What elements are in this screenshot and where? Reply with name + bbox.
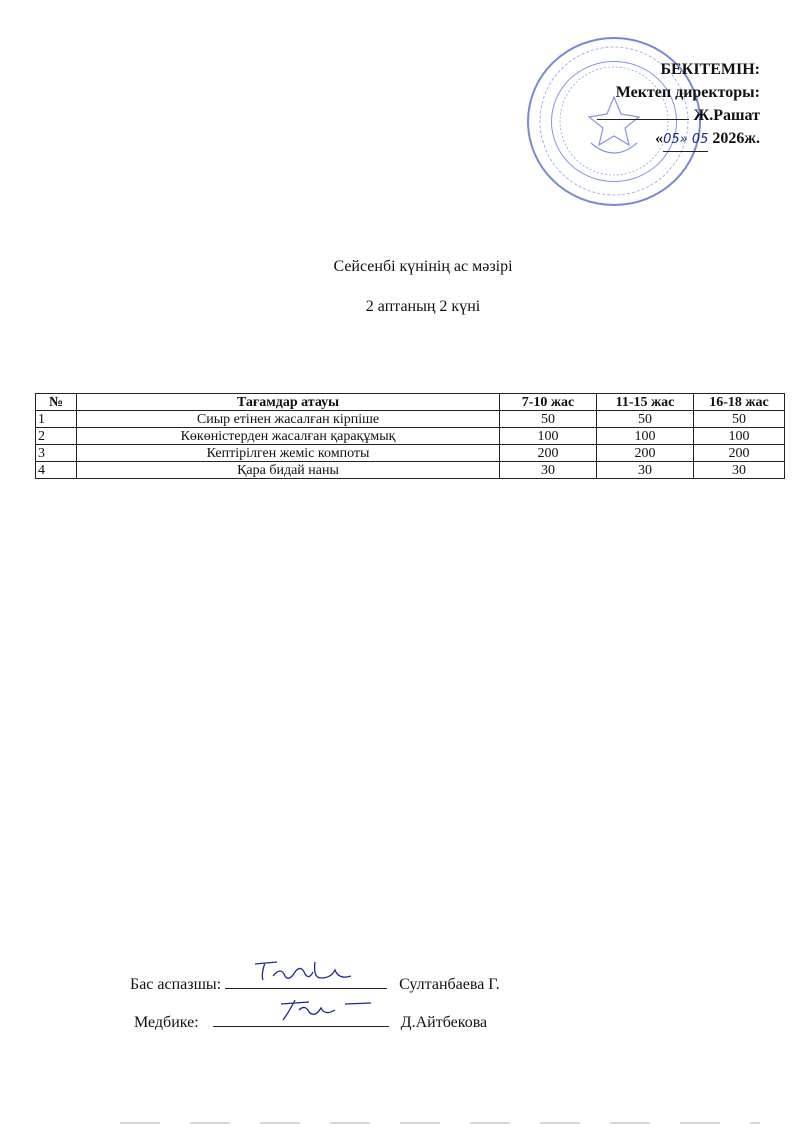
nurse-signature-icon	[275, 996, 385, 1022]
nurse-signature-line	[213, 1008, 389, 1027]
date-handwritten-underline	[663, 127, 708, 152]
portion-11-15: 200	[597, 445, 694, 462]
row-number: 1	[36, 411, 77, 428]
director-signature-line	[597, 105, 689, 120]
approval-date-line	[560, 127, 760, 152]
nurse-name: Д.Айтбекова	[400, 1014, 488, 1031]
chef-signature-line	[225, 970, 387, 989]
row-number: 3	[36, 445, 77, 462]
portion-16-18: 100	[694, 428, 785, 445]
menu-table	[35, 393, 785, 479]
portion-11-15: 100	[597, 428, 694, 445]
page-subtitle: 2 аптаның 2 күні	[365, 298, 481, 315]
portion-7-10: 50	[500, 411, 597, 428]
nurse-signature-row	[134, 1008, 487, 1032]
dish-name: Сиыр етінен жасалған кірпіше	[77, 411, 500, 428]
portion-7-10: 200	[500, 445, 597, 462]
approval-title: БЕКІТЕМІН:	[660, 61, 760, 78]
nurse-role: Медбике:	[134, 1014, 199, 1031]
table-header-row	[36, 394, 785, 411]
scan-edge-artifact	[120, 1122, 760, 1124]
director-name: Ж.Рашат	[693, 107, 760, 124]
header-dish-name: Тағамдар атауы	[77, 394, 500, 411]
page-title: Сейсенбі күнінің ас мәзірі	[333, 258, 513, 275]
date-handwritten: 05» 05	[663, 132, 709, 147]
header-number: №	[36, 394, 77, 411]
chef-signature-row	[130, 970, 500, 994]
chef-name: Султанбаева Г.	[399, 976, 500, 993]
approval-block	[560, 58, 760, 152]
date-open-quote: «	[655, 130, 664, 147]
row-number: 4	[36, 462, 77, 479]
header-age-16-18: 16-18 жас	[694, 394, 785, 411]
portion-7-10: 100	[500, 428, 597, 445]
dish-name: Көкөністерден жасалған қарақұмық	[77, 428, 500, 445]
table-row	[36, 411, 785, 428]
portion-11-15: 50	[597, 411, 694, 428]
portion-16-18: 50	[694, 411, 785, 428]
dish-name: Қара бидай наны	[77, 462, 500, 479]
dish-name: Кептірілген жеміс компоты	[77, 445, 500, 462]
portion-16-18: 30	[694, 462, 785, 479]
portion-7-10: 30	[500, 462, 597, 479]
portion-11-15: 30	[597, 462, 694, 479]
header-age-11-15: 11-15 жас	[597, 394, 694, 411]
table-row	[36, 445, 785, 462]
table-row	[36, 462, 785, 479]
row-number: 2	[36, 428, 77, 445]
date-year: 2026ж.	[712, 130, 760, 147]
approval-director-line	[560, 104, 760, 127]
approval-position: Мектеп директоры:	[615, 84, 760, 101]
chef-role: Бас аспазшы:	[130, 976, 222, 993]
table-row	[36, 428, 785, 445]
chef-signature-icon	[251, 958, 361, 984]
portion-16-18: 200	[694, 445, 785, 462]
header-age-7-10: 7-10 жас	[500, 394, 597, 411]
